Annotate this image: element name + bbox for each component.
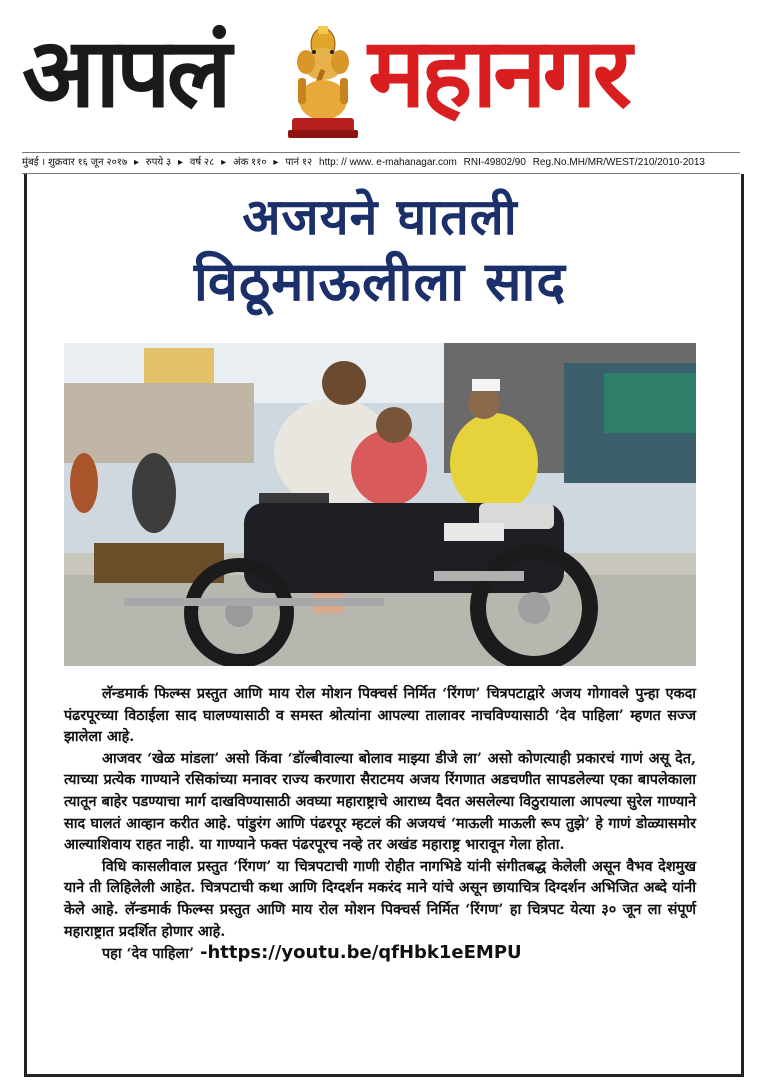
headline-line-2: विठूमाऊलीला साद — [193, 250, 567, 313]
article-paragraph: आजवर ‘खेळ मांडला’ असो किंवा ‘डॉल्बीवाल्या बोलाव माझ्या डीजे ला’ असो कोणत्याही प्रकारचं गाणं असू देत, त्याच्या प्रत्येक गाण्याने रसिकांच्या मनावर राज्य करणारा सैराटमय अजय रिंगणात अडचणीत सापडलेल्या एका बापलेकाला त्यातून बाहेर पडण्याचा मार्ग दाखविण्यासाठी अवघ्या महाराष्ट्राचे आराध्य दैवत असलेल्या विठुरायाला आपल्या सुरेल गाण्याने साद घालतं आव्हान करीत आहे. पांडुरंग आणि पंढरपूर म्हटलं की अजयचं ‘माऊली माऊली रूप तुझे’ हे गाणं डोळ्यासमोर आल्याशिवाय राहत नाही. या गाण्याने फक्त पंढरपूरच नव्हे तर अखंड महाराष्ट्र भारावून गेला होता. — [64, 749, 696, 854]
edition-separator: ▸ — [221, 157, 227, 168]
edition-price: रुपये ३ — [145, 157, 172, 168]
edition-year: वर्ष २८ — [189, 157, 215, 168]
article-paragraph: लॅन्डमार्क फिल्म्स प्रस्तुत आणि माय रोल मोशन पिक्चर्स निर्मित ‘रिंगण’ चित्रपटाद्वारे अजय गोगावले पुन्हा एकदा पंढरपूरच्या विठाईला साद घालण्यासाठी व समस्त श्रोत्यांना आपल्या तालावर नाचविण्यासाठी ‘देव पाहिला’ म्हणत सज्ज झालेला आहे. — [64, 685, 696, 746]
video-link-prefix: पहा ‘देव पाहिला’ — [102, 945, 194, 963]
edition-separator: ▸ — [273, 157, 279, 168]
article-paragraph: विधि कासलीवाल प्रस्तुत ‘रिंगण’ या चित्रपटाची गाणी रोहीत नागभिडे यांनी संगीतबद्ध केलेली असून वैभव देशमुख याने ती लिहिलेली आहेत. चित्रपटाची कथा आणि दिग्दर्शन मकरंद माने यांचे असून छायाचित्र दिग्दर्शन अभिजित अब्दे यांनी केले आहे. लॅन्डमार्क फिल्म्स प्रस्तुत आणि माय रोल मोशन पिक्चर्स निर्मित ‘रिंगण’ हा चित्रपट येत्या ३० जून ला संपूर्ण महाराष्ट्रात प्रदर्शित होणार आहे. — [64, 857, 696, 940]
video-link-line — [64, 942, 696, 965]
edition-separator: ▸ — [178, 157, 184, 168]
edition-rni: RNI-49802/90 — [463, 157, 526, 168]
edition-city-date: मुंबई । शुक्रवार १६ जून २०१७ — [22, 157, 128, 168]
edition-website[interactable]: http: // www. e-mahanagar.com — [319, 157, 457, 168]
article-photo — [64, 343, 696, 666]
headline-line-1: अजयने घातली — [242, 188, 518, 246]
edition-reg: Reg.No.MH/MR/WEST/210/2010-2013 — [532, 157, 705, 168]
edition-pages: पानं १२ — [285, 157, 313, 168]
edition-issue: अंक ११० — [232, 157, 267, 168]
article-body — [64, 683, 696, 965]
masthead — [0, 0, 763, 150]
edition-info-strip — [22, 152, 740, 174]
ganesha-idol-image — [284, 22, 362, 140]
video-link-url[interactable]: -https://youtu.be/qfHbk1eEMPU — [199, 942, 522, 964]
masthead-title-red: महानगर — [368, 17, 628, 129]
edition-separator: ▸ — [133, 157, 139, 168]
article-headline — [30, 186, 730, 316]
masthead-title-black: आपलं — [22, 17, 228, 129]
